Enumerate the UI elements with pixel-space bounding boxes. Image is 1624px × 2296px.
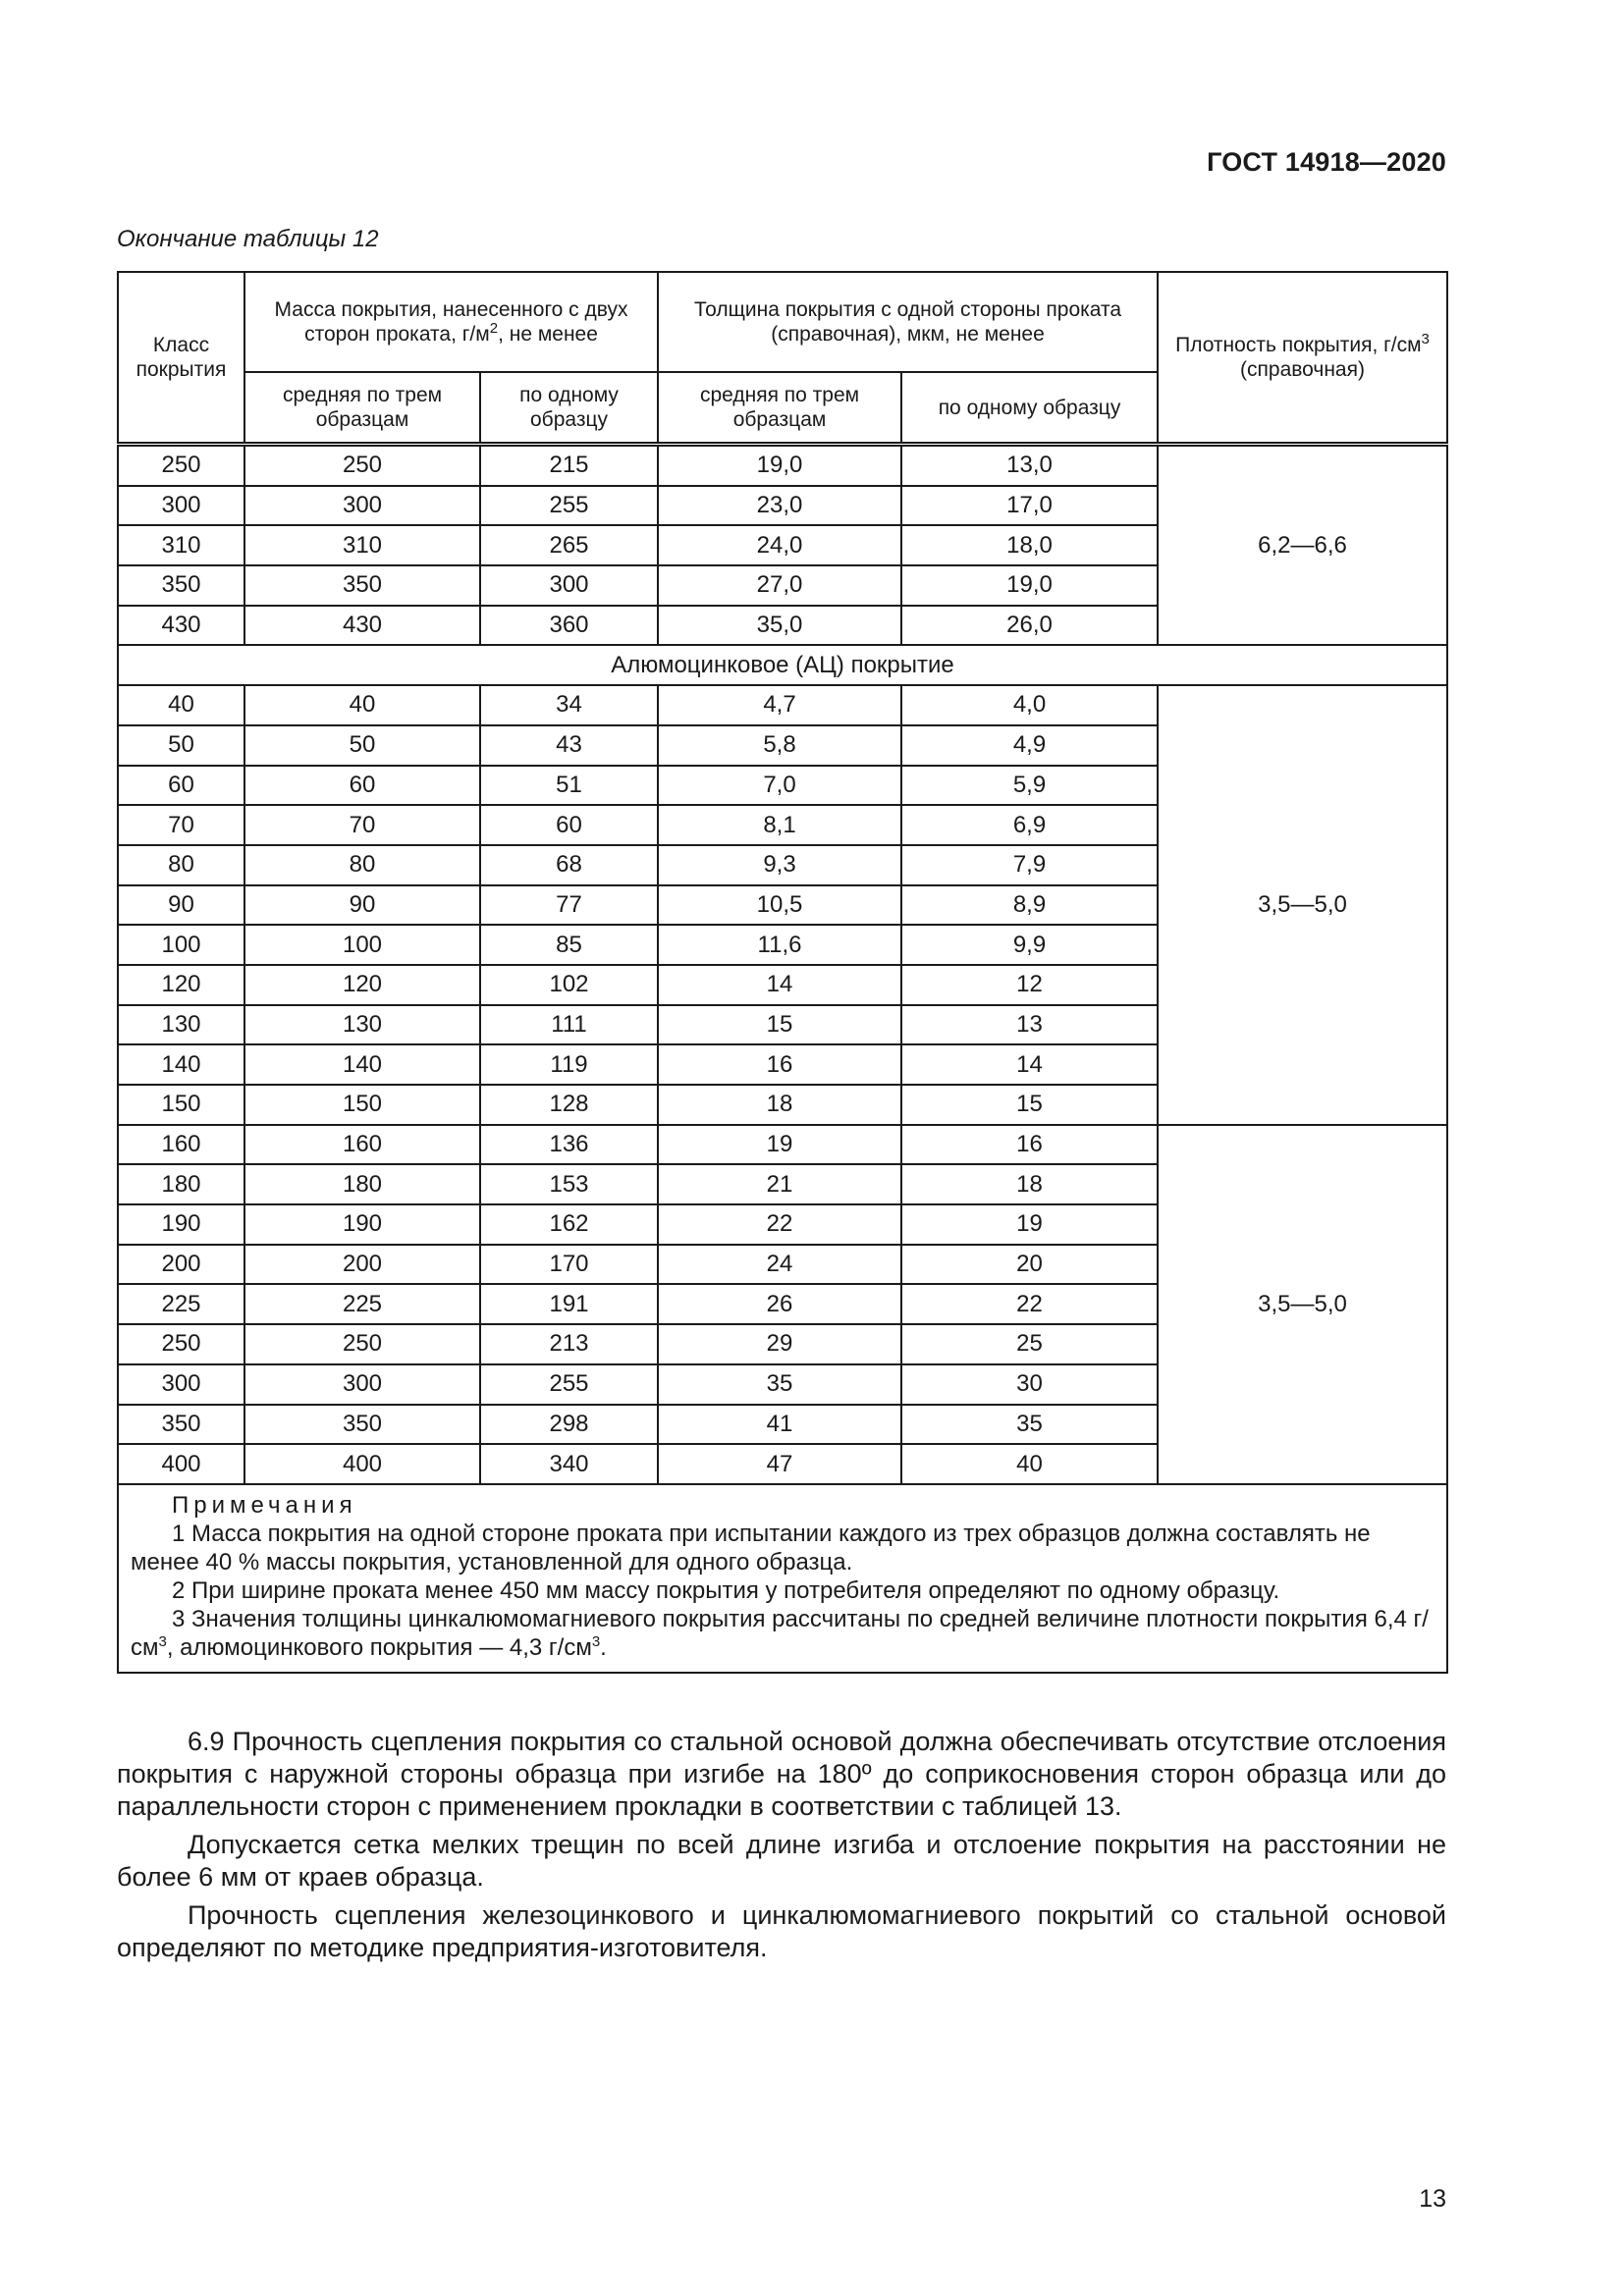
table-cell: 8,1 xyxy=(658,805,901,845)
table-cell: 191 xyxy=(480,1284,658,1324)
table-cell: 19 xyxy=(901,1204,1158,1245)
table-cell: 18,0 xyxy=(901,525,1158,565)
table-cell: 90 xyxy=(244,885,480,926)
table-cell: 350 xyxy=(118,565,244,606)
density-cell: 3,5—5,0 xyxy=(1158,1125,1447,1484)
table-cell: 12 xyxy=(901,965,1158,1005)
table-cell: 430 xyxy=(244,606,480,646)
table-cell: 150 xyxy=(244,1085,480,1125)
density-cell: 3,5—5,0 xyxy=(1158,685,1447,1125)
table-cell: 9,9 xyxy=(901,925,1158,965)
table-cell: 26,0 xyxy=(901,606,1158,646)
table-cell: 60 xyxy=(244,766,480,806)
table-cell: 50 xyxy=(118,725,244,766)
table-cell: 119 xyxy=(480,1044,658,1085)
header-mass-group: Масса покрытия, нанесенного с двух сторон проката, $г/м^2$, не менее xyxy=(244,272,658,372)
table-cell: 7,0 xyxy=(658,766,901,806)
table-cell: 17,0 xyxy=(901,486,1158,526)
table-cell: 51 xyxy=(480,766,658,806)
table-cell: 70 xyxy=(244,805,480,845)
table-cell: 300 xyxy=(480,565,658,606)
header-class: Класс покрытия xyxy=(118,272,244,445)
table-cell: 40 xyxy=(244,685,480,725)
table-cell: 47 xyxy=(658,1444,901,1484)
body-text xyxy=(117,1726,1446,1970)
table-cell: 265 xyxy=(480,525,658,565)
table-cell: 340 xyxy=(480,1444,658,1484)
notes-title: Примечания xyxy=(172,1491,357,1519)
table-cell: 85 xyxy=(480,925,658,965)
table-cell: 130 xyxy=(244,1005,480,1045)
table-cell: 111 xyxy=(480,1005,658,1045)
notes-row xyxy=(118,1484,1447,1673)
table-cell: 5,9 xyxy=(901,766,1158,806)
density-cell: 6,2—6,6 xyxy=(1158,445,1447,646)
table-cell: 310 xyxy=(118,525,244,565)
table-cell: 298 xyxy=(480,1405,658,1445)
table-cell: 200 xyxy=(244,1245,480,1285)
table-cell: 16 xyxy=(901,1125,1158,1165)
section-title: Алюмоцинковое (АЦ) покрытие xyxy=(118,645,1447,685)
table-cell: 70 xyxy=(118,805,244,845)
table-cell: 7,9 xyxy=(901,845,1158,885)
table-cell: 35,0 xyxy=(658,606,901,646)
note-1: 1 Масса покрытия на одной стороне проката при испытании каждого из трех образцов должна составлять не менее 40 % массы покрытия, установленной для одного образца. xyxy=(131,1520,1371,1575)
table-cell: 128 xyxy=(480,1085,658,1125)
table-cell: 40 xyxy=(901,1444,1158,1484)
table-cell: 140 xyxy=(244,1044,480,1085)
table-cell: 16 xyxy=(658,1044,901,1085)
table-caption: Окончание таблицы 12 xyxy=(117,226,379,252)
notes-cell xyxy=(118,1484,1447,1673)
table-cell: 400 xyxy=(118,1444,244,1484)
table-cell: 30 xyxy=(901,1364,1158,1405)
table-cell: 120 xyxy=(244,965,480,1005)
table-cell: 77 xyxy=(480,885,658,926)
table-cell: 19,0 xyxy=(658,445,901,486)
table-cell: 255 xyxy=(480,1364,658,1405)
table-cell: 9,3 xyxy=(658,845,901,885)
table-cell: 360 xyxy=(480,606,658,646)
table-cell: 5,8 xyxy=(658,725,901,766)
table-cell: 26 xyxy=(658,1284,901,1324)
table-cell: 215 xyxy=(480,445,658,486)
table-cell: 40 xyxy=(118,685,244,725)
table-body xyxy=(118,445,1447,1673)
table-cell: 13,0 xyxy=(901,445,1158,486)
table-cell: 10,5 xyxy=(658,885,901,926)
table-cell: 27,0 xyxy=(658,565,901,606)
table-cell: 22 xyxy=(901,1284,1158,1324)
table-cell: 162 xyxy=(480,1204,658,1245)
document-header: ГОСТ 14918—2020 xyxy=(1207,147,1446,177)
table-cell: 102 xyxy=(480,965,658,1005)
table-cell: 60 xyxy=(480,805,658,845)
table-cell: 18 xyxy=(901,1164,1158,1204)
table-cell: 250 xyxy=(118,445,244,486)
note-2: 2 При ширине проката менее 450 мм массу покрытия у потребителя определяют по одному образцу. xyxy=(172,1576,1280,1604)
table-row xyxy=(118,685,1447,725)
paragraph-cracks: Допускается сетка мелких трещин по всей длине изгиба и отслоение покрытия на расстоянии не более 6 мм от краев образца. xyxy=(117,1830,1446,1892)
table-cell: 160 xyxy=(118,1125,244,1165)
table-cell: 20 xyxy=(901,1245,1158,1285)
table-cell: 400 xyxy=(244,1444,480,1484)
table-cell: 100 xyxy=(244,925,480,965)
table-cell: 24 xyxy=(658,1245,901,1285)
table-cell: 23,0 xyxy=(658,486,901,526)
table-cell: 300 xyxy=(118,486,244,526)
header-thickness-one: по одному образцу xyxy=(901,372,1158,445)
table-cell: 68 xyxy=(480,845,658,885)
table-cell: 250 xyxy=(244,445,480,486)
table-cell: 50 xyxy=(244,725,480,766)
table-cell: 150 xyxy=(118,1085,244,1125)
table-cell: 225 xyxy=(118,1284,244,1324)
table-cell: 6,9 xyxy=(901,805,1158,845)
table-cell: 153 xyxy=(480,1164,658,1204)
table-cell: 160 xyxy=(244,1125,480,1165)
table-cell: 21 xyxy=(658,1164,901,1204)
table-cell: 22 xyxy=(658,1204,901,1245)
table-cell: 60 xyxy=(118,766,244,806)
table-cell: 8,9 xyxy=(901,885,1158,926)
table-cell: 225 xyxy=(244,1284,480,1324)
table-cell: 120 xyxy=(118,965,244,1005)
table-cell: 29 xyxy=(658,1324,901,1364)
table-cell: 13 xyxy=(901,1005,1158,1045)
section-row xyxy=(118,645,1447,685)
paragraph-6-9: 6.9 Прочность сцепления покрытия со стальной основой должна обеспечивать отсутствие отслоения покрытия с наружной стороны образца при изгибе на 180º до соприкосновения сторон образца или до параллельности сторон с применением прокладки в соответствии с таблицей 13. xyxy=(117,1727,1446,1821)
table-cell: 11,6 xyxy=(658,925,901,965)
table-cell: 34 xyxy=(480,685,658,725)
table-cell: 90 xyxy=(118,885,244,926)
table-cell: 41 xyxy=(658,1405,901,1445)
note-3: 3 Значения толщины цинкалюмомагниевого покрытия рассчитаны по средней величине плотности покрытия 6,4 $г/см^3$, алюмоцинкового покрытия — 4,3 $г/см^3$. xyxy=(131,1605,1429,1661)
page-number: 13 xyxy=(1419,2185,1446,2213)
header-mass-one: по одному образцу xyxy=(480,372,658,445)
table-row xyxy=(118,445,1447,486)
table-cell: 130 xyxy=(118,1005,244,1045)
paragraph-adhesion-method: Прочность сцепления железоцинкового и цинкалюмомагниевого покрытий со стальной основой определяют по методике предприятия-изготовителя. xyxy=(117,1900,1446,1962)
table-cell: 80 xyxy=(118,845,244,885)
table-cell: 25 xyxy=(901,1324,1158,1364)
table-cell: 18 xyxy=(658,1085,901,1125)
table-cell: 300 xyxy=(118,1364,244,1405)
table-cell: 24,0 xyxy=(658,525,901,565)
table-cell: 136 xyxy=(480,1125,658,1165)
table-row xyxy=(118,1125,1447,1165)
table-cell: 310 xyxy=(244,525,480,565)
header-density: Плотность покрытия, $г/см^3$ (справочная) xyxy=(1158,272,1447,445)
table-cell: 4,0 xyxy=(901,685,1158,725)
table-cell: 190 xyxy=(118,1204,244,1245)
table-cell: 180 xyxy=(118,1164,244,1204)
header-thickness-group: Толщина покрытия с одной стороны проката (справочная), мкм, не менее xyxy=(658,272,1158,372)
table-cell: 14 xyxy=(901,1044,1158,1085)
table-cell: 19 xyxy=(658,1125,901,1165)
header-thickness-avg: средняя по трем образцам xyxy=(658,372,901,445)
table-cell: 170 xyxy=(480,1245,658,1285)
table-cell: 100 xyxy=(118,925,244,965)
table-cell: 4,9 xyxy=(901,725,1158,766)
table-cell: 350 xyxy=(244,1405,480,1445)
table-cell: 350 xyxy=(118,1405,244,1445)
table-cell: 200 xyxy=(118,1245,244,1285)
table-cell: 213 xyxy=(480,1324,658,1364)
table-cell: 300 xyxy=(244,1364,480,1405)
table-cell: 4,7 xyxy=(658,685,901,725)
table-cell: 250 xyxy=(244,1324,480,1364)
table-cell: 140 xyxy=(118,1044,244,1085)
table-cell: 430 xyxy=(118,606,244,646)
table-cell: 300 xyxy=(244,486,480,526)
table-cell: 180 xyxy=(244,1164,480,1204)
table-cell: 14 xyxy=(658,965,901,1005)
table-cell: 35 xyxy=(901,1405,1158,1445)
table-cell: 80 xyxy=(244,845,480,885)
table-cell: 250 xyxy=(118,1324,244,1364)
coating-table xyxy=(117,271,1448,1674)
table-cell: 15 xyxy=(901,1085,1158,1125)
table-cell: 35 xyxy=(658,1364,901,1405)
table-cell: 350 xyxy=(244,565,480,606)
table-cell: 19,0 xyxy=(901,565,1158,606)
table-cell: 43 xyxy=(480,725,658,766)
table-cell: 190 xyxy=(244,1204,480,1245)
coating-table-wrapper xyxy=(117,271,1446,1674)
table-cell: 255 xyxy=(480,486,658,526)
header-mass-avg: средняя по трем образцам xyxy=(244,372,480,445)
table-cell: 15 xyxy=(658,1005,901,1045)
